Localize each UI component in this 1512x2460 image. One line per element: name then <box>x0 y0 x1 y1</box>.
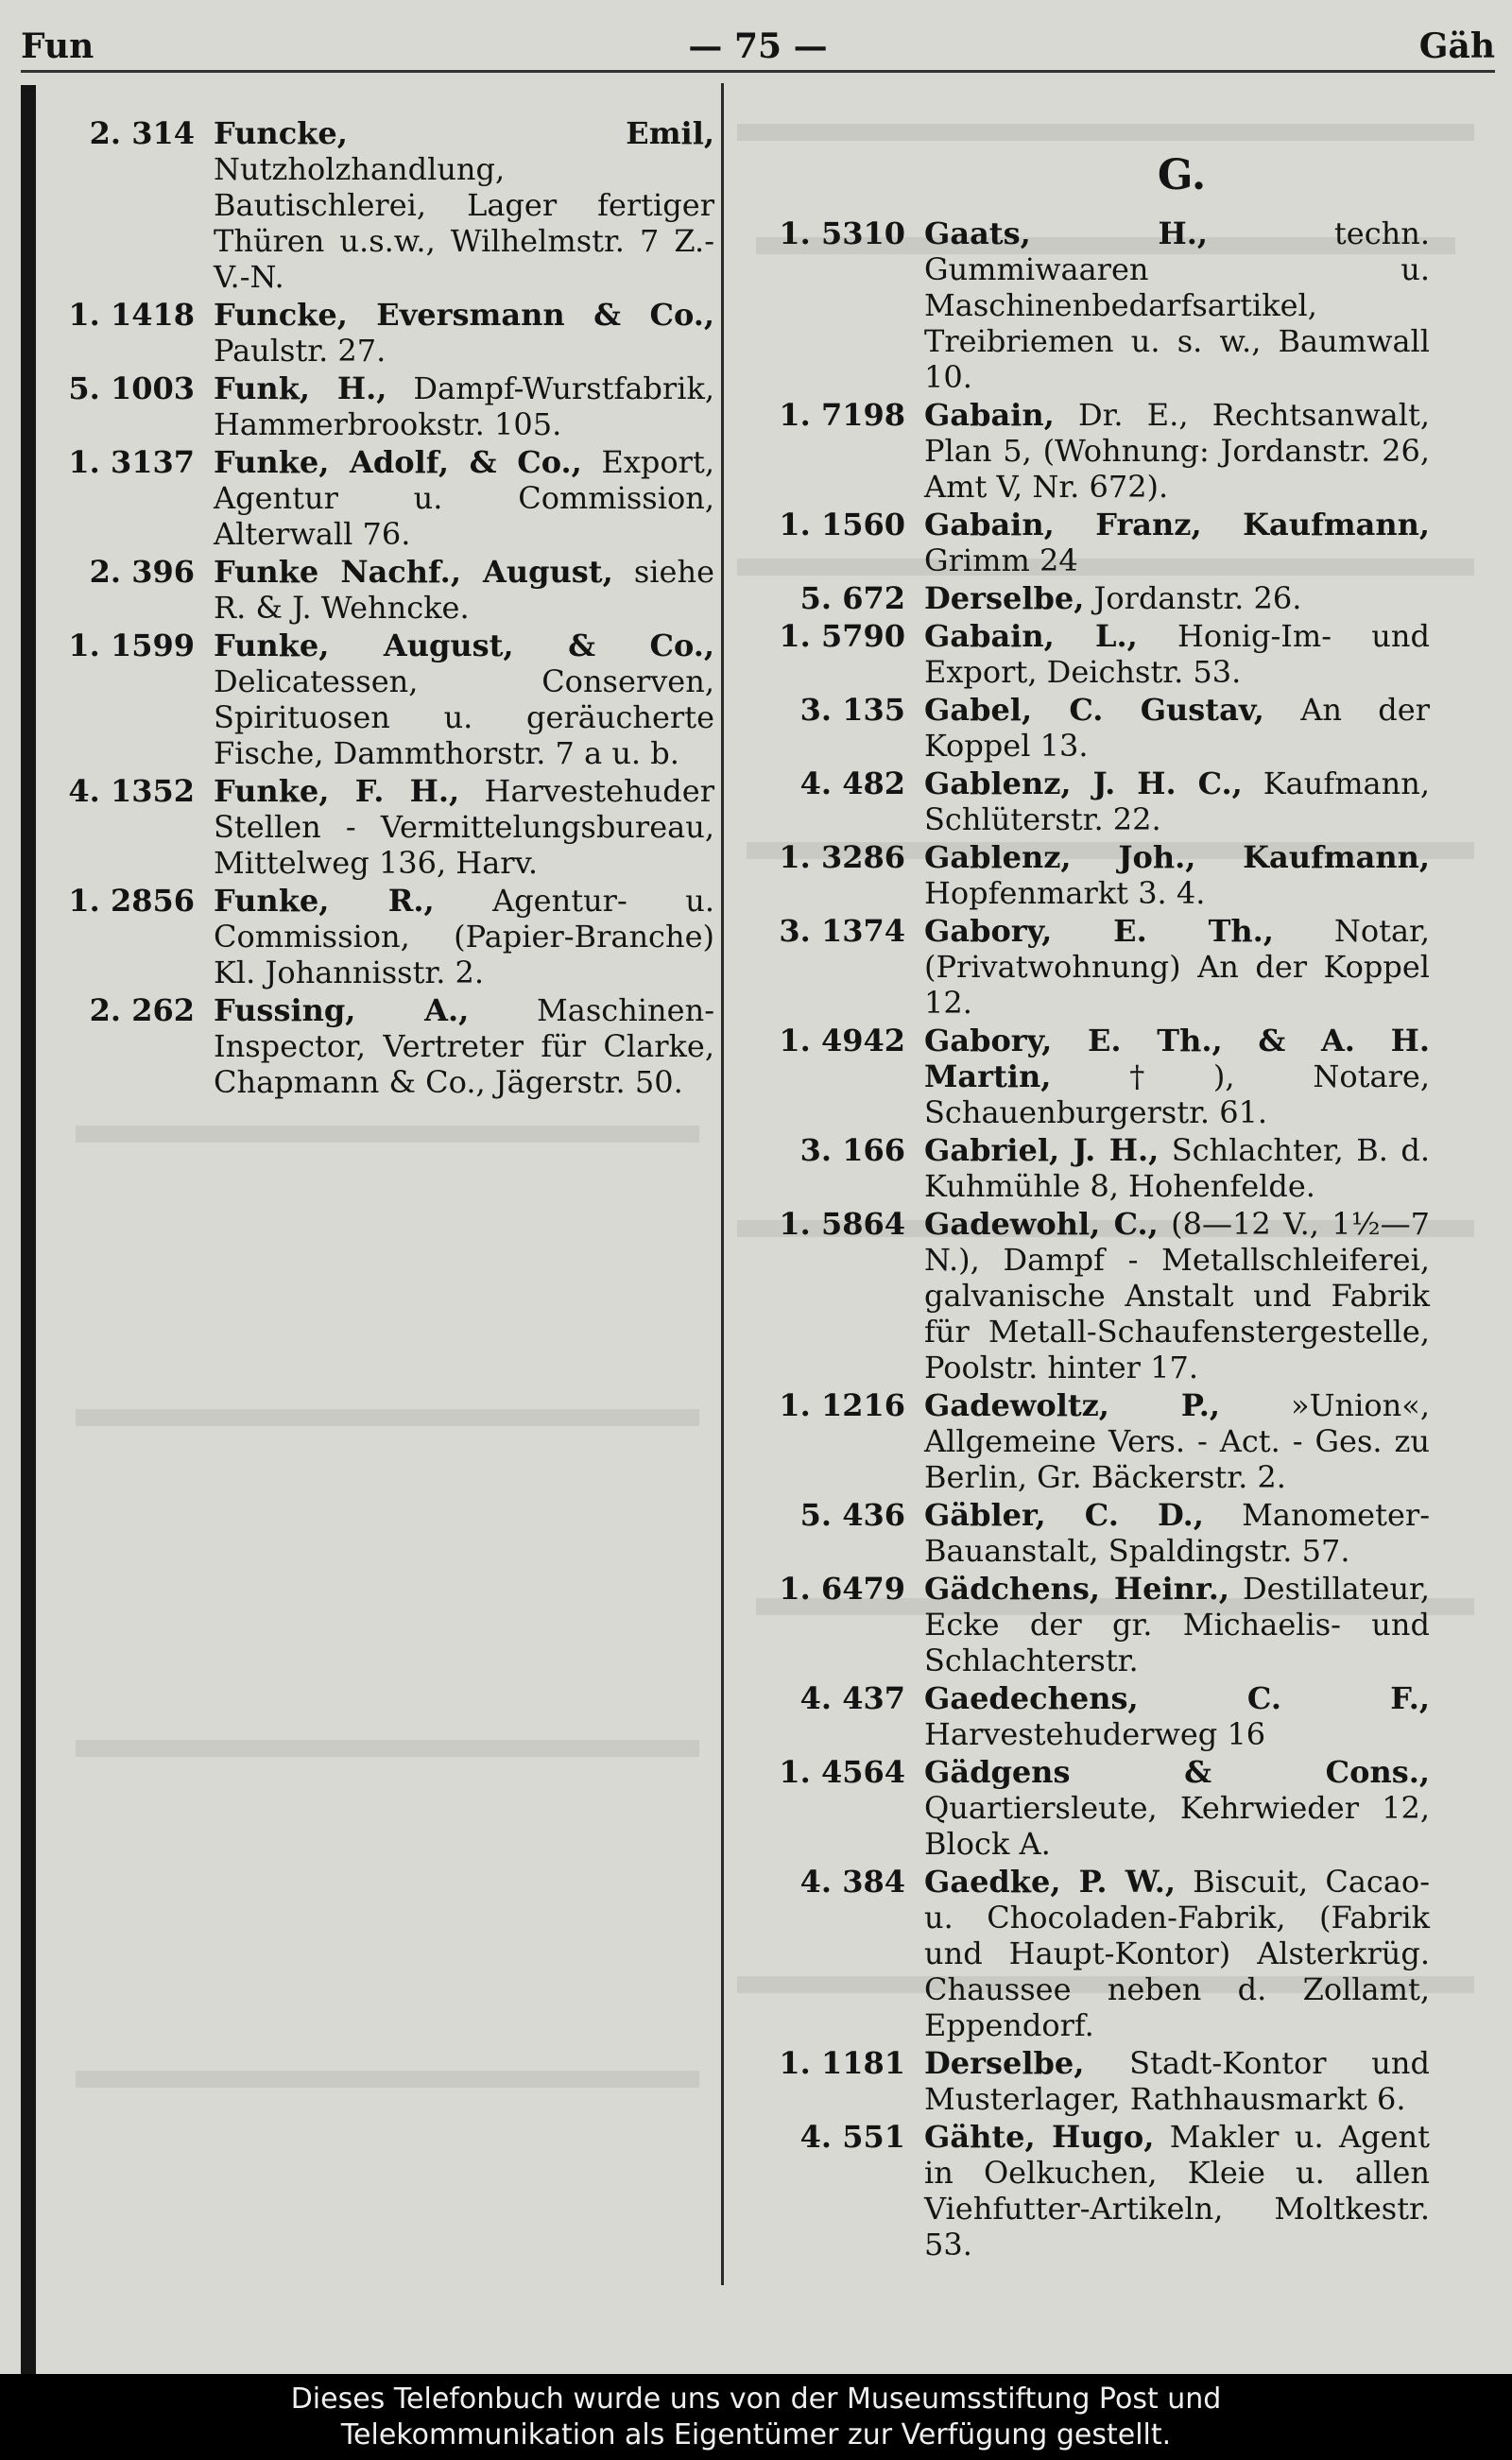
entry-text <box>924 1387 1430 1495</box>
entry-text <box>924 215 1430 395</box>
entry-text <box>924 1023 1430 1130</box>
footer-notice <box>0 2374 1512 2460</box>
directory-entry <box>764 1206 1430 1385</box>
directory-entry <box>764 839 1430 911</box>
entry-name: Derselbe, <box>924 580 1085 616</box>
entry-details: Maschinen-Inspector, Vertreter für Clarke, Chapmann & Co., Jägerstr. 50. <box>214 992 714 1100</box>
entry-number: 5. 672 <box>799 580 905 616</box>
entry-details: Kaufmann, Schlüterstr. 22. <box>924 766 1431 837</box>
directory-entry <box>53 628 714 771</box>
entry-number: 1. 3137 <box>68 444 195 480</box>
directory-entry <box>764 580 1430 616</box>
entry-text <box>924 913 1430 1021</box>
entry-number: 1. 7198 <box>779 397 905 433</box>
directory-entry <box>764 766 1430 837</box>
entry-name: Gaedechens, C. F., <box>924 1680 1430 1716</box>
entry-details: Quartiersleute, Kehrwieder 12, Block A. <box>924 1790 1430 1862</box>
entry-details: siehe R. & J. Wehncke. <box>214 554 715 626</box>
entry-number: 1. 5310 <box>779 215 905 251</box>
entry-number: 4. 482 <box>799 766 905 801</box>
directory-entry <box>764 2045 1430 2117</box>
directory-entry <box>764 2119 1430 2262</box>
entry-text <box>924 507 1430 578</box>
entry-number: 2. 314 <box>89 115 195 151</box>
entry-text <box>924 1754 1430 1862</box>
entry-details: Schlachter, B. d. Kuhmühle 8, Hohenfelde. <box>924 1132 1431 1204</box>
entry-details: Harvestehuderweg 16 <box>924 1716 1266 1752</box>
entry-name: Gabel, C. Gustav, <box>924 692 1264 728</box>
entry-text <box>924 1680 1430 1752</box>
footer-line-1: Dieses Telefonbuch wurde uns von der Museumsstiftung Post und <box>290 2383 1222 2416</box>
entry-number: 2. 262 <box>89 992 195 1028</box>
directory-entry <box>764 692 1430 764</box>
entry-number: 1. 4942 <box>779 1023 905 1058</box>
directory-entry <box>53 370 714 442</box>
entry-number: 1. 4564 <box>779 1754 905 1790</box>
entry-details: Hopfenmarkt 3. 4. <box>924 875 1206 911</box>
entry-details: techn. Gummiwaaren u. Maschinenbedarfsartikel, Treibriemen u. s. w., Baumwall 10. <box>924 215 1431 395</box>
entry-text <box>214 773 714 881</box>
directory-entry <box>53 115 714 295</box>
entry-details: Grimm 24 <box>924 542 1078 578</box>
entry-text <box>214 444 714 552</box>
footer-line-2: Telekommunikation als Eigentümer zur Verfügung gestellt. <box>340 2418 1172 2451</box>
entry-text <box>214 992 714 1100</box>
entry-details: Biscuit, Cacao- u. Chocoladen-Fabrik, (Fabrik und Haupt-Kontor) Alsterkrüg. Chaussee neben d. Zollamt, Eppendorf. <box>924 1864 1430 2043</box>
directory-entry <box>53 773 714 881</box>
entry-number: 5. 436 <box>799 1497 905 1533</box>
entry-text <box>924 839 1430 911</box>
entry-number: 3. 135 <box>799 692 905 728</box>
left-column <box>53 115 714 1102</box>
directory-entry <box>764 507 1430 578</box>
directory-entry <box>764 1864 1430 2043</box>
header-left-keyword: Fun <box>21 26 94 66</box>
entry-number: 1. 5864 <box>779 1206 905 1242</box>
entry-name: Gadewohl, C., <box>924 1206 1159 1242</box>
entry-name: Gabain, Franz, Kaufmann, <box>924 507 1430 542</box>
entry-number: 1. 5790 <box>779 618 905 654</box>
page-number: — 75 — <box>688 26 828 66</box>
directory-entry <box>764 1754 1430 1862</box>
entry-name: Funcke, Eversmann & Co., <box>214 297 714 333</box>
entry-details: An der Koppel 13. <box>924 692 1431 764</box>
entry-name: Funke, Adolf, & Co., <box>214 444 582 480</box>
entry-details: Honig-Im- und Export, Deichstr. 53. <box>924 618 1430 690</box>
entry-text <box>214 883 714 990</box>
entry-name: Gablenz, J. H. C., <box>924 766 1243 801</box>
directory-entry <box>764 1680 1430 1752</box>
entry-name: Gabain, L., <box>924 618 1138 654</box>
entry-text <box>924 2045 1430 2117</box>
entry-details: †), Notare, Schauenburgerstr. 61. <box>924 1058 1430 1130</box>
entry-name: Gablenz, Joh., Kaufmann, <box>924 839 1430 875</box>
entry-name: Funcke, Emil, <box>214 115 714 151</box>
entry-number: 4. 384 <box>799 1864 905 1900</box>
column-divider <box>721 83 724 2285</box>
directory-entry <box>764 618 1430 690</box>
directory-entry <box>764 397 1430 505</box>
entry-details: Dampf-Wurstfabrik, Hammerbrookstr. 105. <box>214 370 714 442</box>
entry-text <box>924 1497 1430 1569</box>
entry-number: 1. 6479 <box>779 1571 905 1607</box>
entry-number: 3. 1374 <box>779 913 905 949</box>
entry-text <box>924 1864 1430 2043</box>
right-column <box>764 115 1430 2264</box>
entry-name: Gadewoltz, P., <box>924 1387 1220 1423</box>
entry-number: 3. 166 <box>799 1132 905 1168</box>
entry-text <box>924 692 1430 764</box>
directory-entry <box>764 1497 1430 1569</box>
entry-name: Gabain, <box>924 397 1055 433</box>
entry-name: Gabory, E. Th., <box>924 913 1274 949</box>
entry-details: Agentur- u. Commission, (Papier-Branche) Kl. Johannisstr. 2. <box>214 883 715 990</box>
directory-entry <box>764 1387 1430 1495</box>
entry-name: Gabriel, J. H., <box>924 1132 1160 1168</box>
entry-name: Gabory, E. Th., & A. H. Martin, <box>924 1023 1430 1094</box>
directory-entry <box>764 215 1430 395</box>
entry-number: 4. 437 <box>799 1680 905 1716</box>
entry-number: 1. 1216 <box>779 1387 905 1423</box>
directory-entry <box>764 1132 1430 1204</box>
directory-entry <box>53 992 714 1100</box>
entry-name: Funke, F. H., <box>214 773 460 809</box>
entry-name: Gädchens, Heinr., <box>924 1571 1230 1607</box>
entry-details: Destillateur, Ecke der gr. Michaelis- und Schlachterstr. <box>924 1571 1431 1678</box>
entry-text <box>924 1132 1430 1204</box>
entry-name: Funk, H., <box>214 370 387 406</box>
entry-name: Derselbe, <box>924 2045 1085 2081</box>
entry-name: Gähte, Hugo, <box>924 2119 1155 2155</box>
entry-name: Gaedke, P. W., <box>924 1864 1176 1900</box>
header-right-keyword: Gäh <box>1418 26 1495 66</box>
entry-number: 5. 1003 <box>68 370 195 406</box>
entry-name: Funke, August, & Co., <box>214 628 714 663</box>
entry-text <box>924 2119 1430 2262</box>
entry-details: »Union«, Allgemeine Vers. - Act. - Ges. zu Berlin, Gr. Bäckerstr. 2. <box>924 1387 1430 1495</box>
entry-details: Nutzholzhandlung, Bautischlerei, Lager fertiger Thüren u.s.w., Wilhelmstr. 7 Z.-V.-N. <box>214 151 714 295</box>
entry-name: Funke Nachf., August, <box>214 554 613 590</box>
directory-entry <box>764 1571 1430 1678</box>
entry-number: 1. 3286 <box>779 839 905 875</box>
entry-name: Funke, R., <box>214 883 435 919</box>
directory-entry <box>764 913 1430 1021</box>
entry-details: Notar, (Privatwohnung) An der Koppel 12. <box>924 913 1431 1021</box>
entry-details: Makler u. Agent in Oelkuchen, Kleie u. allen Viehfutter-Artikeln, Moltkestr. 53. <box>924 2119 1431 2262</box>
entry-details: Paulstr. 27. <box>214 333 387 369</box>
directory-entry <box>764 1023 1430 1130</box>
section-heading: G. <box>1157 151 1207 199</box>
entry-text <box>214 628 714 771</box>
entry-text <box>924 618 1430 690</box>
entry-name: Gädgens & Cons., <box>924 1754 1430 1790</box>
entry-number: 4. 1352 <box>68 773 195 809</box>
entry-text <box>924 397 1430 505</box>
entry-text <box>214 370 714 442</box>
entry-text <box>924 766 1430 837</box>
entry-name: Fussing, A., <box>214 992 470 1028</box>
entry-number: 1. 1418 <box>68 297 195 333</box>
entry-text <box>924 580 1430 616</box>
entry-details: Manometer-Bauanstalt, Spaldingstr. 57. <box>924 1497 1431 1569</box>
directory-entry <box>53 297 714 369</box>
entry-details: Dr. E., Rechtsanwalt, Plan 5, (Wohnung: Jordanstr. 26, Amt V, Nr. 672). <box>924 397 1430 505</box>
entry-number: 1. 2856 <box>68 883 195 919</box>
entry-text <box>214 115 714 295</box>
entry-text <box>924 1206 1430 1385</box>
entry-details: (8—12 V., 1½—7 N.), Dampf - Metallschleiferei, galvanische Anstalt und Fabrik für Metall-Schaufenstergestelle, Poolstr. hinter 17. <box>924 1206 1430 1385</box>
page-spine-shadow <box>21 85 36 2374</box>
entry-details: Stadt-Kontor und Musterlager, Rathhausmarkt 6. <box>924 2045 1430 2117</box>
entry-number: 2. 396 <box>89 554 195 590</box>
directory-entry <box>53 554 714 626</box>
entry-number: 1. 1599 <box>68 628 195 663</box>
entry-text <box>214 554 714 626</box>
entry-number: 4. 551 <box>799 2119 905 2155</box>
entry-name: Gaats, H., <box>924 215 1209 251</box>
entry-details: Delicatessen, Conserven, Spirituosen u. geräucherte Fische, Dammthorstr. 7 a u. b. <box>214 663 714 771</box>
entry-name: Gäbler, C. D., <box>924 1497 1204 1533</box>
entry-text <box>924 1571 1430 1678</box>
entry-number: 1. 1181 <box>779 2045 905 2081</box>
directory-entry <box>53 444 714 552</box>
entry-number: 1. 1560 <box>779 507 905 542</box>
entry-text <box>214 297 714 369</box>
directory-entry <box>53 883 714 990</box>
entry-details: Export, Agentur u. Commission, Alterwall 76. <box>214 444 715 552</box>
entry-details: Jordanstr. 26. <box>1084 580 1302 616</box>
page-header <box>21 23 1495 73</box>
entry-details: Harvestehuder Stellen - Vermittelungsbureau, Mittelweg 136, Harv. <box>214 773 715 881</box>
